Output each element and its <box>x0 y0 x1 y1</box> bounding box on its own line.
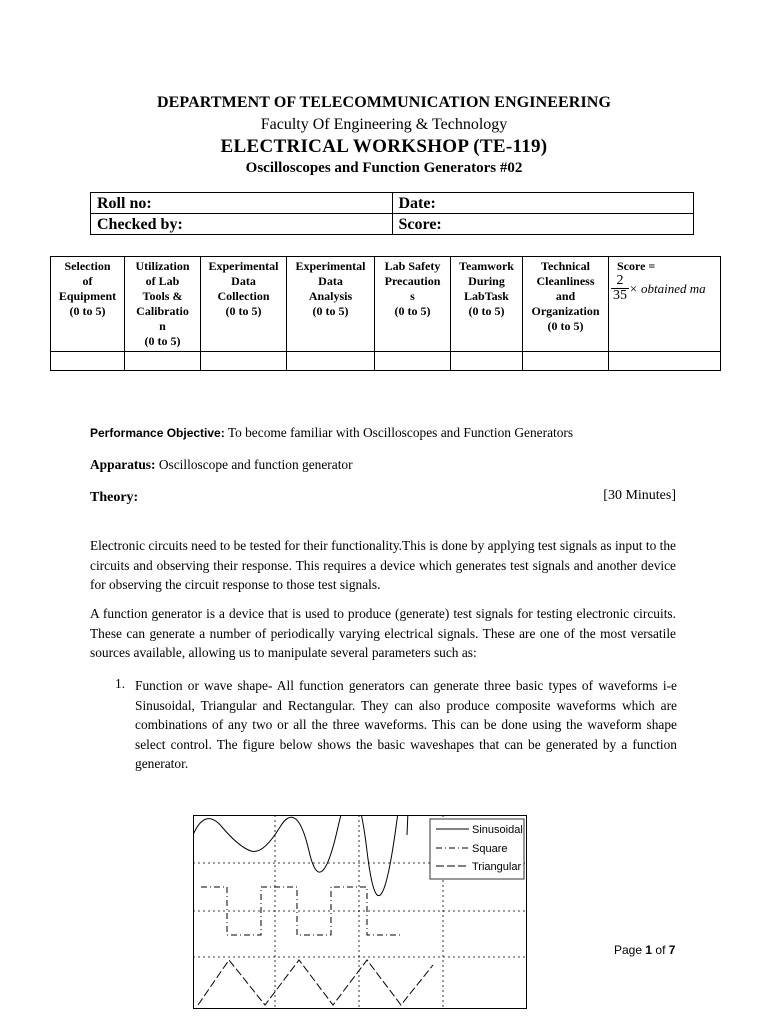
theory-paragraph-2: A function generator is a device that is used to produce (generate) test signals for testing electronic circuits. These can generate a number of periodically varying electrical signals. These are one of the most versatile sources available, allowing us to manipulate several parameters such as: <box>90 606 676 660</box>
apparatus-line: Apparatus: Oscilloscope and function generator <box>90 457 353 472</box>
theory-heading: Theory: <box>90 490 139 505</box>
rubric-table <box>50 256 721 371</box>
course-title: ELECTRICAL WORKSHOP (TE-119) <box>220 136 548 157</box>
rubric-score-formula: Score = $\frac{2}{35}$ × obtained ma <box>609 257 721 352</box>
department-title: DEPARTMENT OF TELECOMMUNICATION ENGINEERING <box>156 94 611 111</box>
checked-by-cell: Checked by: <box>91 214 393 235</box>
page-number: Page 1 of 7 <box>614 943 676 957</box>
rubric-blank-cell[interactable] <box>451 352 523 371</box>
lab-title: Oscilloscopes and Function Generators #02 <box>245 160 523 176</box>
legend-sinusoidal: Sinusoidal <box>472 824 523 836</box>
rubric-col-1: Utilization of Lab Tools & Calibratio n (0 to 5) <box>125 257 201 352</box>
rubric-col-2: Experimental Data Collection (0 to 5) <box>201 257 287 352</box>
rubric-header-row <box>51 257 721 352</box>
rubric-blank-cell[interactable] <box>201 352 287 371</box>
list-number: 1. <box>115 676 126 691</box>
theory-paragraph-1: Electronic circuits need to be tested for their functionality.This is done by applying test signals as input to the circuits and observing their response. This requires a device which generates test signals and another device for observing the circuit response to those test signals. <box>90 538 676 592</box>
legend-triangular: Triangular <box>472 861 522 873</box>
score-fraction: $\frac{2}{35}$ <box>613 273 627 303</box>
faculty-subtitle: Faculty Of Engineering & Technology <box>260 116 508 133</box>
rubric-blank-cell[interactable] <box>125 352 201 371</box>
rubric-score-row <box>51 352 721 371</box>
list-item-waveshape: Function or wave shape- All function generators can generate three basic types of waveforms i-e Sinusoidal, Triangular and Rectangular. They can also produce composite waveforms which are combinations of any two or all the three waveforms. This can be done using the waveform shape select control. The figure below shows the basic waveshapes that can be generated by a function generator. <box>135 678 677 771</box>
rubric-col-4: Lab Safety Precaution s (0 to 5) <box>375 257 451 352</box>
rubric-blank-cell[interactable] <box>51 352 125 371</box>
date-cell: Date: <box>392 193 694 214</box>
objective-line: Performance Objective: To become familiar with Oscilloscopes and Function Generators <box>90 425 574 440</box>
rubric-col-5: Teamwork During LabTask (0 to 5) <box>451 257 523 352</box>
rubric-blank-cell[interactable] <box>375 352 451 371</box>
rubric-blank-cell[interactable] <box>609 352 721 371</box>
rubric-blank-cell[interactable] <box>523 352 609 371</box>
rubric-col-3: Experimental Data Analysis (0 to 5) <box>287 257 375 352</box>
roll-no-cell: Roll no: <box>91 193 393 214</box>
score-cell: Score: <box>392 214 694 235</box>
rubric-blank-cell[interactable] <box>287 352 375 371</box>
legend-square: Square <box>472 843 508 855</box>
rubric-col-6: Technical Cleanliness and Organization (0 to 5) <box>523 257 609 352</box>
info-table <box>90 192 694 235</box>
waveform-figure <box>193 815 527 1009</box>
theory-time: [30 Minutes] <box>603 488 676 503</box>
rubric-col-0: Selection of Equipment (0 to 5) <box>51 257 125 352</box>
